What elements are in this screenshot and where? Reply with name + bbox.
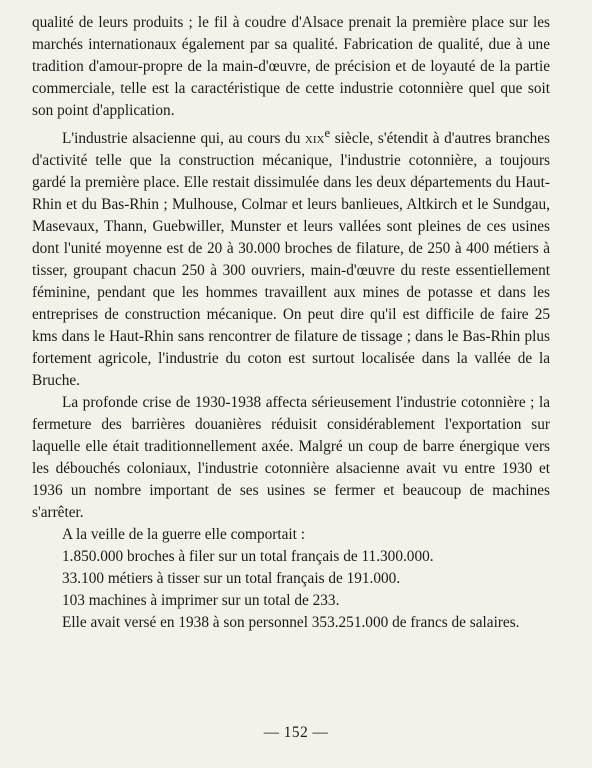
paragraph (32, 122, 550, 392)
body-text (32, 12, 550, 634)
paragraph: A la veille de la guerre elle comportait : (62, 526, 305, 544)
century-numeral: xix (304, 130, 325, 148)
paragraph: Elle avait versé en 1938 à son personnel 353.251.000 de francs de salaires. (62, 614, 520, 632)
paragraph: La profonde crise de 1930-1938 affecta sérieusement l'industrie cotonnière ; la fermeture des barrières douanières réduisit considérablement l'exportation sur laquelle elle était traditionnellement axée. Malgré un coup de barre énergique vers les débouchés coloniaux, l'industrie cotonnière alsacienne avait vu entre 1930 et 1936 un nombre important de ses usines se fermer et beaucoup de machines s'arrêter. (32, 394, 550, 522)
paragraph: 33.100 métiers à tisser sur un total français de 191.000. (62, 570, 401, 588)
paragraph: 103 machines à imprimer sur un total de 233. (62, 592, 340, 610)
paragraph: 1.850.000 broches à filer sur un total français de 11.300.000. (62, 548, 434, 566)
superscript: e (324, 126, 331, 140)
page-number: — 152 — (263, 724, 329, 741)
paragraph: qualité de leurs produits ; le fil à coudre d'Alsace prenait la première place sur les marchés internationaux également par sa qualité. Fabrication de qualité, due à une tradition d'amour-propre de la main-d'œuvre, de précision et de loyauté de la partie commerciale, telle est la caractéristique de cette industrie cotonnière quel que soit son point d'application. (32, 14, 550, 119)
text-run: L'industrie alsacienne qui, au cours du (62, 130, 305, 148)
text-run: siècle, s'étendit à d'autres branches d'activité telle que la construction mécanique, l'industrie cotonnière, a toujours gardé la première place. Elle restait dissimulée dans les deux départements du Haut-Rhin et du Bas-Rhin ; Mulhouse, Colmar et leurs banlieues, Altkirch et le Sundgau, Masevaux, Thann, Guebwiller, Munster et leurs vallées sont pleines de ces usines dont l'unité moyenne est de 20 à 30.000 broches de filature, de 250 à 400 métiers à tisser, groupant chacun 250 à 300 ouvriers, main-d'œuvre du reste essentiellement féminine, pendant que les hommes travaillent aux mines de potasse et dans les entreprises de construction mécanique. On peut dire qu'il est difficile de faire 25 kms dans le Haut-Rhin sans rencontrer de filature de tissage ; dans le Bas-Rhin plus fortement agricole, l'industrie du coton est surtout localisée dans la vallée de la Bruche. (32, 130, 551, 390)
